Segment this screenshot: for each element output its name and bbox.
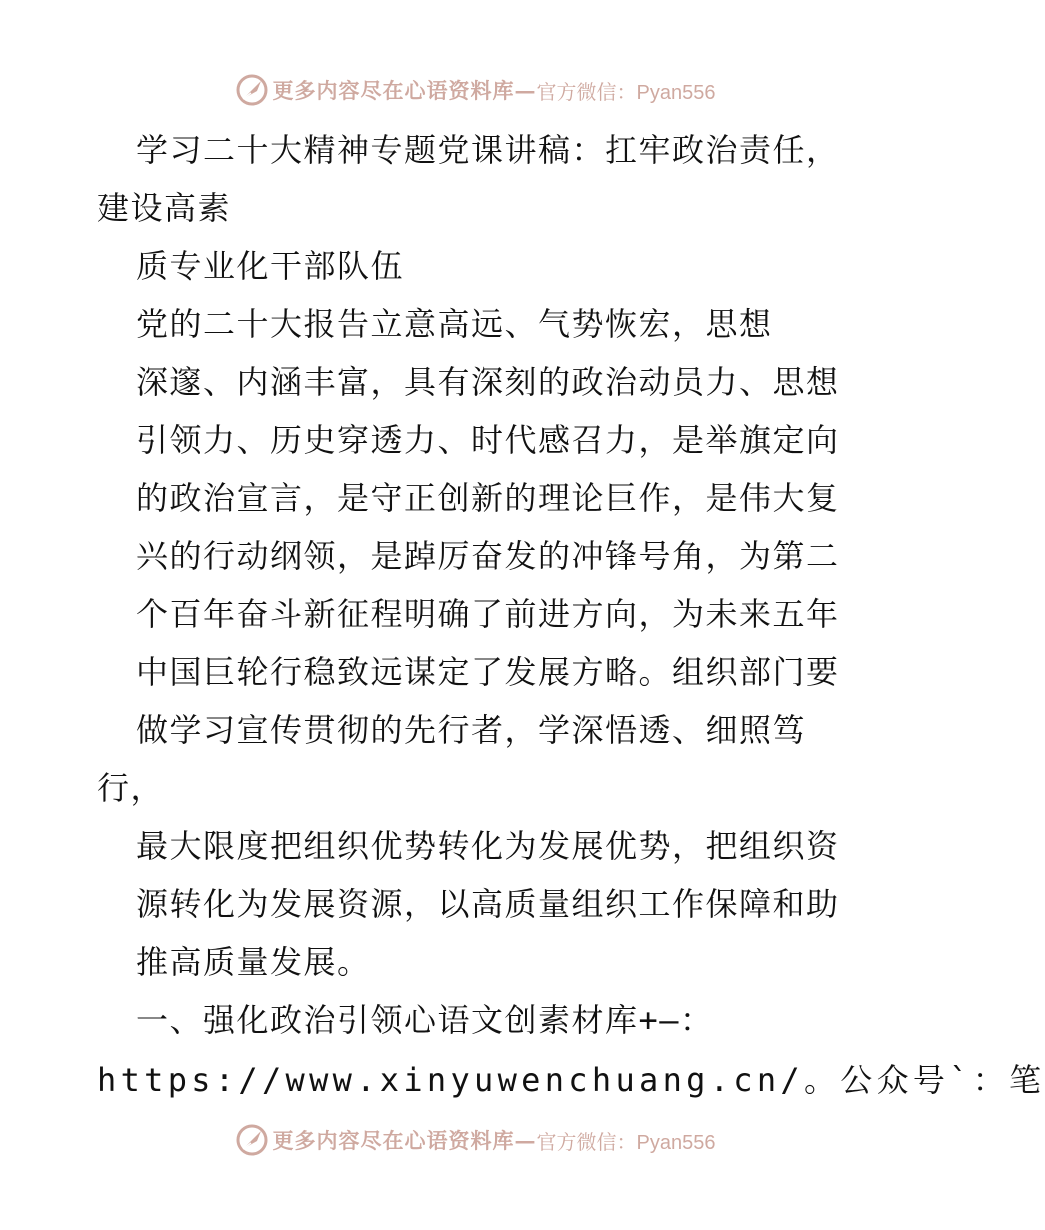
document-title-line-1: 学习二十大精神专题党课讲稿：扛牢政治责任，: [136, 131, 840, 169]
paragraph-line: 最大限度把组织优势转化为发展优势，把组织资: [136, 827, 840, 865]
quill-logo-icon: [235, 1123, 269, 1157]
paragraph-line: 源转化为发展资源，以高质量组织工作保障和助: [136, 885, 840, 923]
paragraph-line: 引领力、历史穿透力、时代感召力，是举旗定向: [136, 421, 840, 459]
banner-contact: 官方微信：Pyan556: [536, 1131, 716, 1154]
paragraph-line: 深邃、内涵丰富，具有深刻的政治动员力、思想: [136, 363, 840, 401]
banner-dash: —: [514, 77, 537, 103]
paragraph-line: 行，: [97, 769, 165, 807]
paragraph-line: 个百年奋斗新征程明确了前进方向，为未来五年: [136, 595, 840, 633]
quill-logo-icon: [235, 73, 269, 107]
section-heading: 一、强化政治引领心语文创素材库+—：: [136, 1001, 714, 1039]
banner-slogan: 更多内容尽在心语资料库: [272, 1128, 515, 1153]
paragraph-line: 党的二十大报告立意高远、气势恢宏，思想: [136, 305, 773, 343]
header-banner: [0, 70, 950, 110]
paragraph-line: 中国巨轮行稳致远谋定了发展方略。组织部门要: [136, 653, 840, 691]
paragraph-line: 推高质量发展。: [136, 943, 371, 981]
banner-dash: —: [514, 1127, 537, 1153]
paragraph-line: 的政治宣言，是守正创新的理论巨作，是伟大复: [136, 479, 840, 517]
paragraph-line: 兴的行动纲领，是踔厉奋发的冲锋号角，为第二: [136, 537, 840, 575]
document-title-line-3: 质专业化干部队伍: [136, 247, 405, 285]
document-title-line-2: 建设高素: [97, 189, 232, 227]
footer-banner: [0, 1120, 950, 1160]
paragraph-line: 做学习宣传贯彻的先行者，学深悟透、细照笃: [136, 711, 807, 749]
banner-contact: 官方微信：Pyan556: [536, 81, 716, 104]
banner-slogan: 更多内容尽在心语资料库: [272, 78, 515, 103]
url-line: https://www.xinyuwenchuang.cn/。公众号`：笔: [97, 1061, 1045, 1099]
